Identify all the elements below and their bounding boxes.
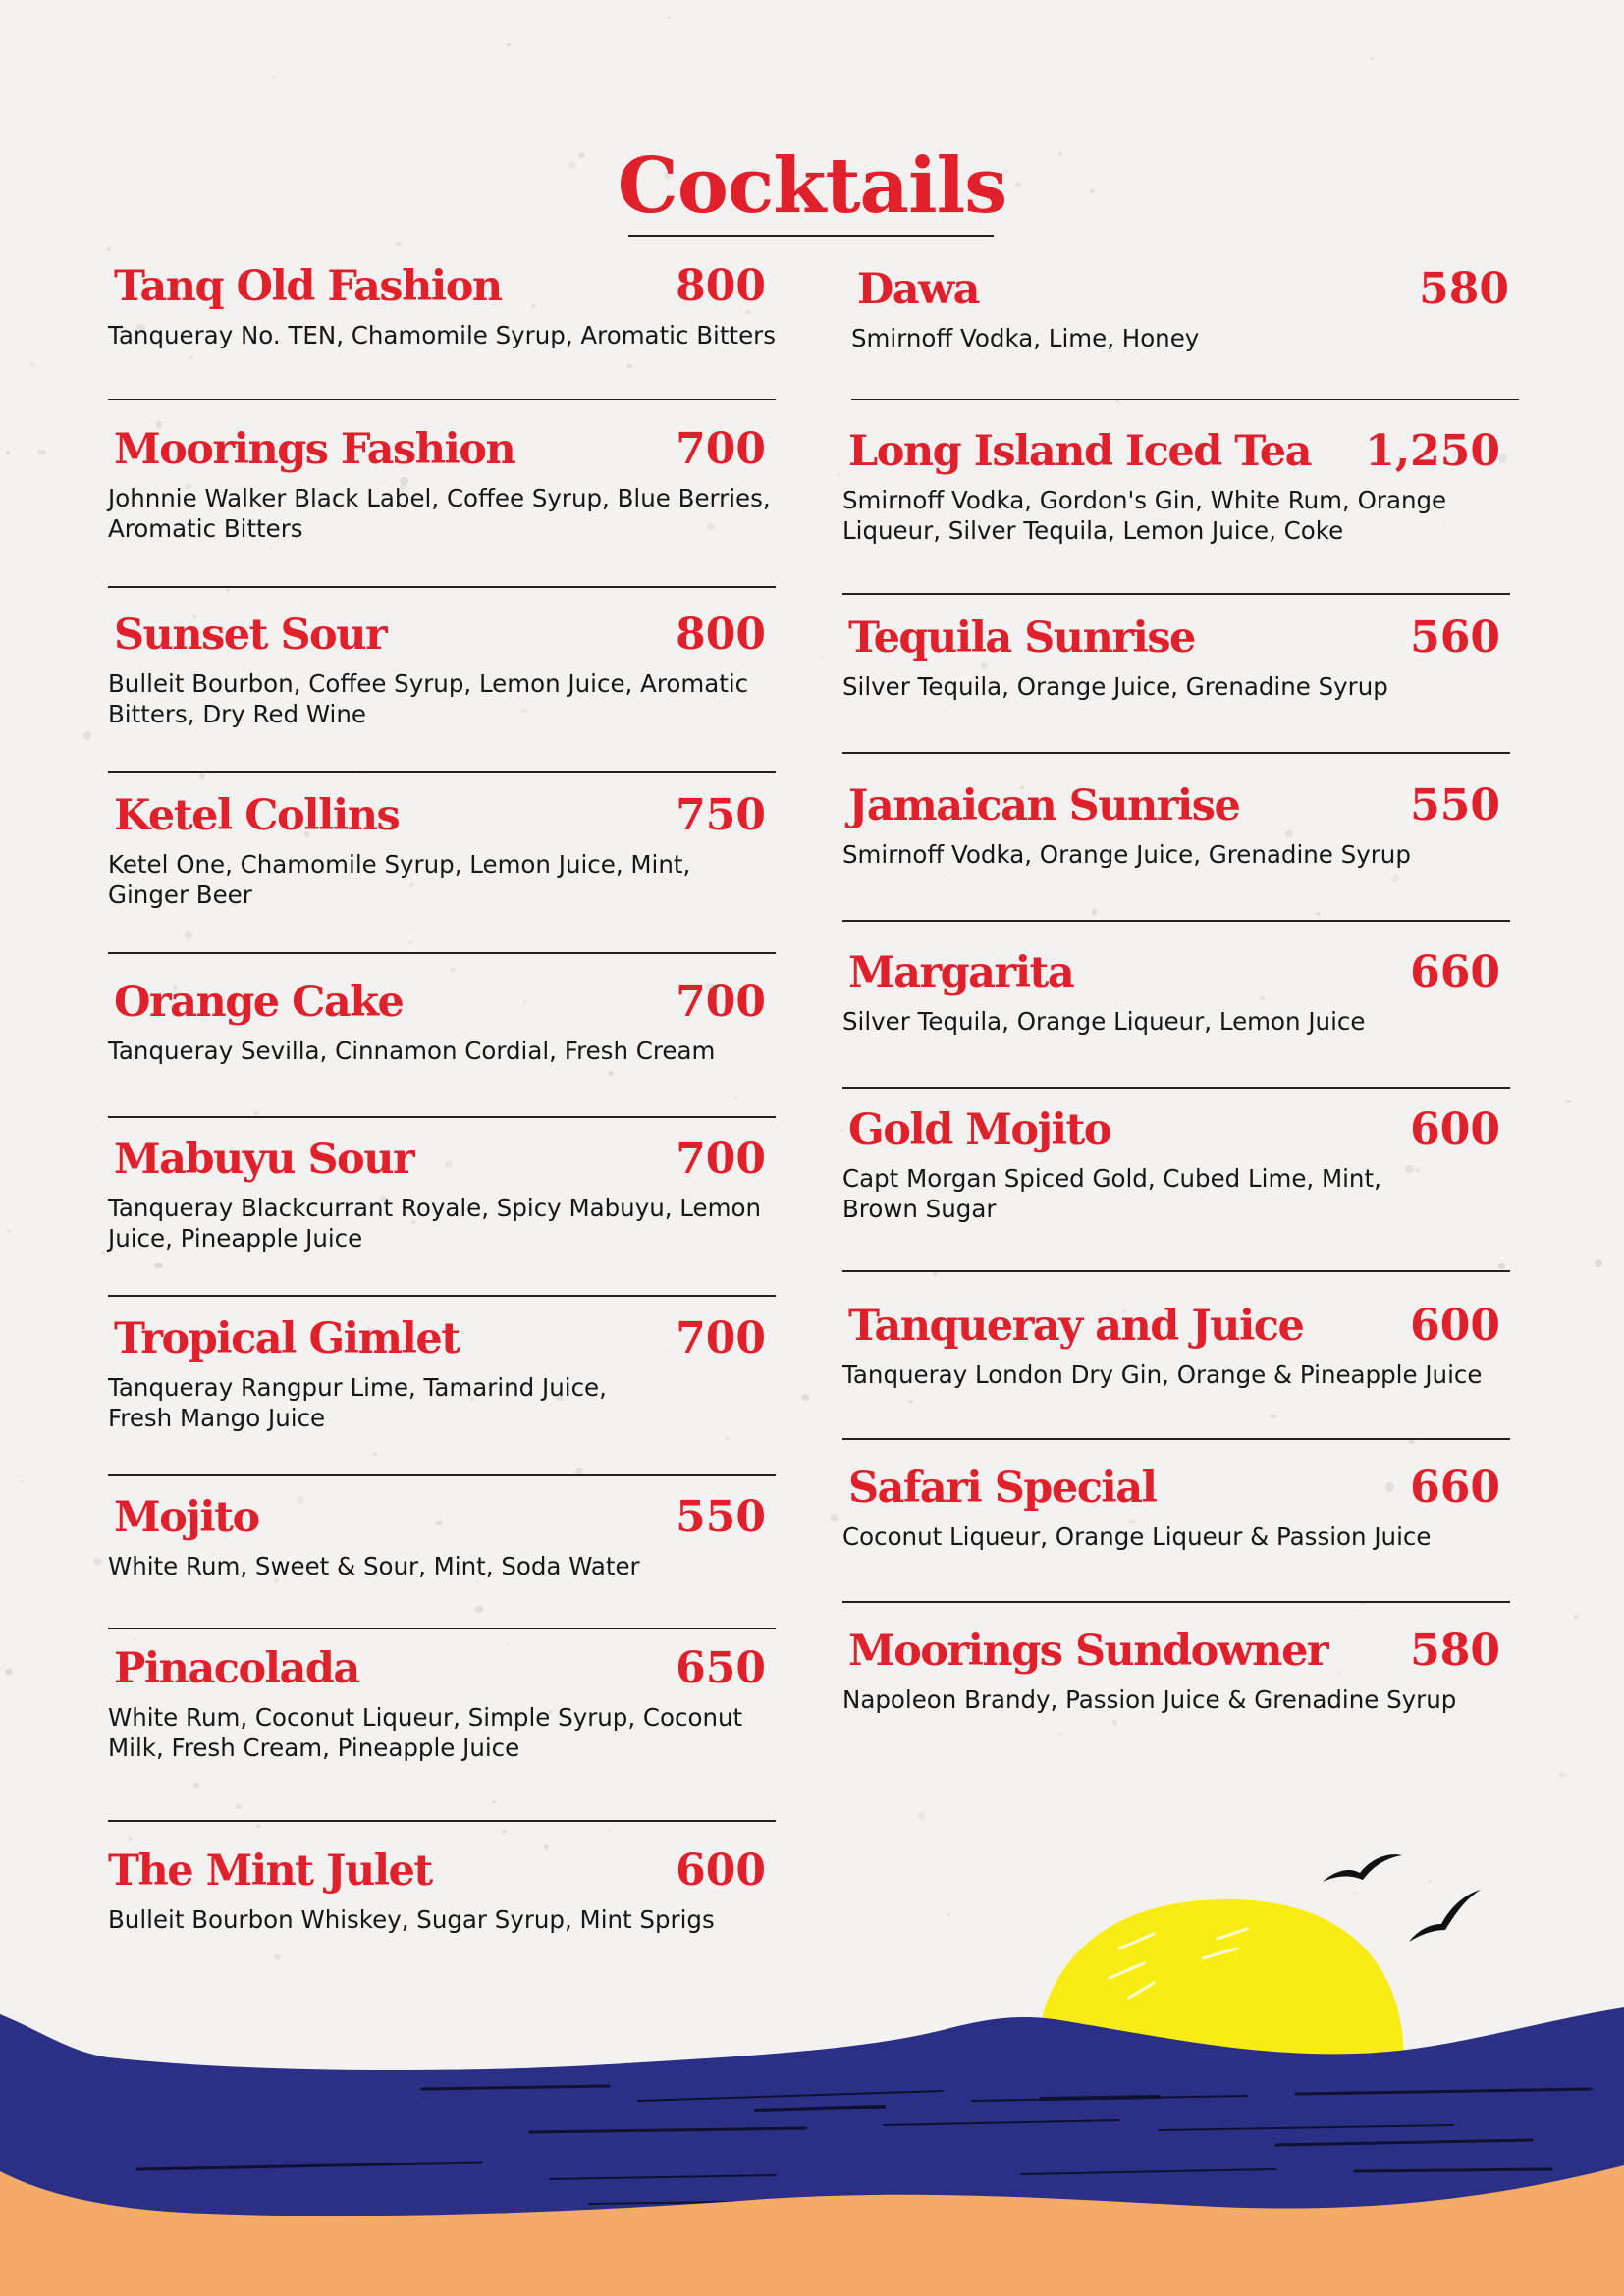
item-price: 750 (676, 790, 766, 840)
item-name: Tequila Sunrise (848, 614, 1195, 663)
item-description: Smirnoff Vodka, Gordon's Gin, White Rum, Orange Liqueur, Silver Tequila, Lemon Juice, Coke (842, 486, 1447, 545)
item-name: Sunset Sour (114, 611, 387, 660)
item-description: Johnnie Walker Black Label, Coffee Syrup, Blue Berries, Aromatic Bitters (108, 484, 771, 543)
item-description: Bulleit Bourbon, Coffee Syrup, Lemon Juice, Aromatic Bitters, Dry Red Wine (108, 669, 749, 728)
bird-icon (1409, 1890, 1481, 1942)
item-price: 700 (676, 424, 766, 474)
item-description: Ketel One, Chamomile Syrup, Lemon Juice, Mint, Ginger Beer (108, 850, 691, 909)
item-description: Coconut Liqueur, Orange Liqueur & Passion Juice (842, 1522, 1432, 1551)
item-price: 650 (676, 1643, 766, 1693)
item-name: The Mint Julet (108, 1846, 432, 1896)
item-price: 800 (676, 261, 766, 311)
item-name: Moorings Fashion (114, 425, 515, 474)
item-price: 700 (676, 1313, 766, 1363)
item-description: Bulleit Bourbon Whiskey, Sugar Syrup, Mint Sprigs (108, 1905, 715, 1934)
item-price: 600 (1410, 1104, 1500, 1154)
item-name: Mabuyu Sour (114, 1135, 414, 1184)
item-name: Gold Mojito (848, 1105, 1110, 1154)
item-price: 800 (676, 610, 766, 660)
item-name: Orange Cake (114, 978, 404, 1027)
item-name: Ketel Collins (114, 791, 400, 840)
item-name: Moorings Sundowner (848, 1627, 1328, 1676)
item-description: Smirnoff Vodka, Orange Juice, Grenadine Syrup (842, 840, 1411, 869)
item-price: 580 (1419, 264, 1509, 314)
item-description: White Rum, Sweet & Sour, Mint, Soda Water (108, 1552, 640, 1580)
item-price: 700 (676, 977, 766, 1027)
item-description: Capt Morgan Spiced Gold, Cubed Lime, Mint, Brown Sugar (842, 1164, 1381, 1223)
item-description: Tanqueray Rangpur Lime, Tamarind Juice, Fresh Mango Juice (108, 1373, 607, 1432)
item-description: Napoleon Brandy, Passion Juice & Grenadine Syrup (842, 1685, 1457, 1714)
item-price: 580 (1410, 1626, 1500, 1676)
page-title: Cocktails (617, 141, 1007, 231)
item-name: Tanqueray and Juice (848, 1302, 1304, 1351)
item-price: 660 (1410, 947, 1500, 997)
item-description: Tanqueray Blackcurrant Royale, Spicy Mabuyu, Lemon Juice, Pineapple Juice (108, 1194, 761, 1253)
item-description: Tanqueray London Dry Gin, Orange & Pineapple Juice (842, 1361, 1483, 1389)
item-name: Mojito (114, 1493, 259, 1542)
item-price: 550 (1410, 780, 1500, 830)
item-description: Tanqueray No. TEN, Chamomile Syrup, Aromatic Bitters (108, 321, 776, 349)
item-price: 700 (676, 1134, 766, 1184)
item-description: Tanqueray Sevilla, Cinnamon Cordial, Fresh Cream (108, 1037, 716, 1065)
item-description: White Rum, Coconut Liqueur, Simple Syrup, Coconut Milk, Fresh Cream, Pineapple Juice (108, 1703, 743, 1762)
item-name: Dawa (857, 265, 980, 314)
bird-icon (1323, 1854, 1402, 1882)
item-name: Margarita (848, 948, 1074, 997)
item-name: Long Island Iced Tea (848, 427, 1312, 476)
item-description: Silver Tequila, Orange Liqueur, Lemon Juice (842, 1007, 1366, 1036)
item-price: 600 (676, 1845, 766, 1896)
item-price: 660 (1410, 1463, 1500, 1513)
item-price: 600 (1410, 1301, 1500, 1351)
item-name: Tropical Gimlet (114, 1314, 460, 1363)
item-price: 550 (676, 1492, 766, 1542)
item-price: 1,250 (1365, 426, 1500, 476)
item-price: 560 (1410, 613, 1500, 663)
item-name: Jamaican Sunrise (848, 781, 1240, 830)
item-name: Pinacolada (114, 1644, 359, 1693)
item-description: Smirnoff Vodka, Lime, Honey (851, 324, 1200, 352)
item-name: Tanq Old Fashion (114, 262, 502, 311)
item-name: Safari Special (848, 1464, 1157, 1513)
item-description: Silver Tequila, Orange Juice, Grenadine Syrup (842, 672, 1388, 701)
